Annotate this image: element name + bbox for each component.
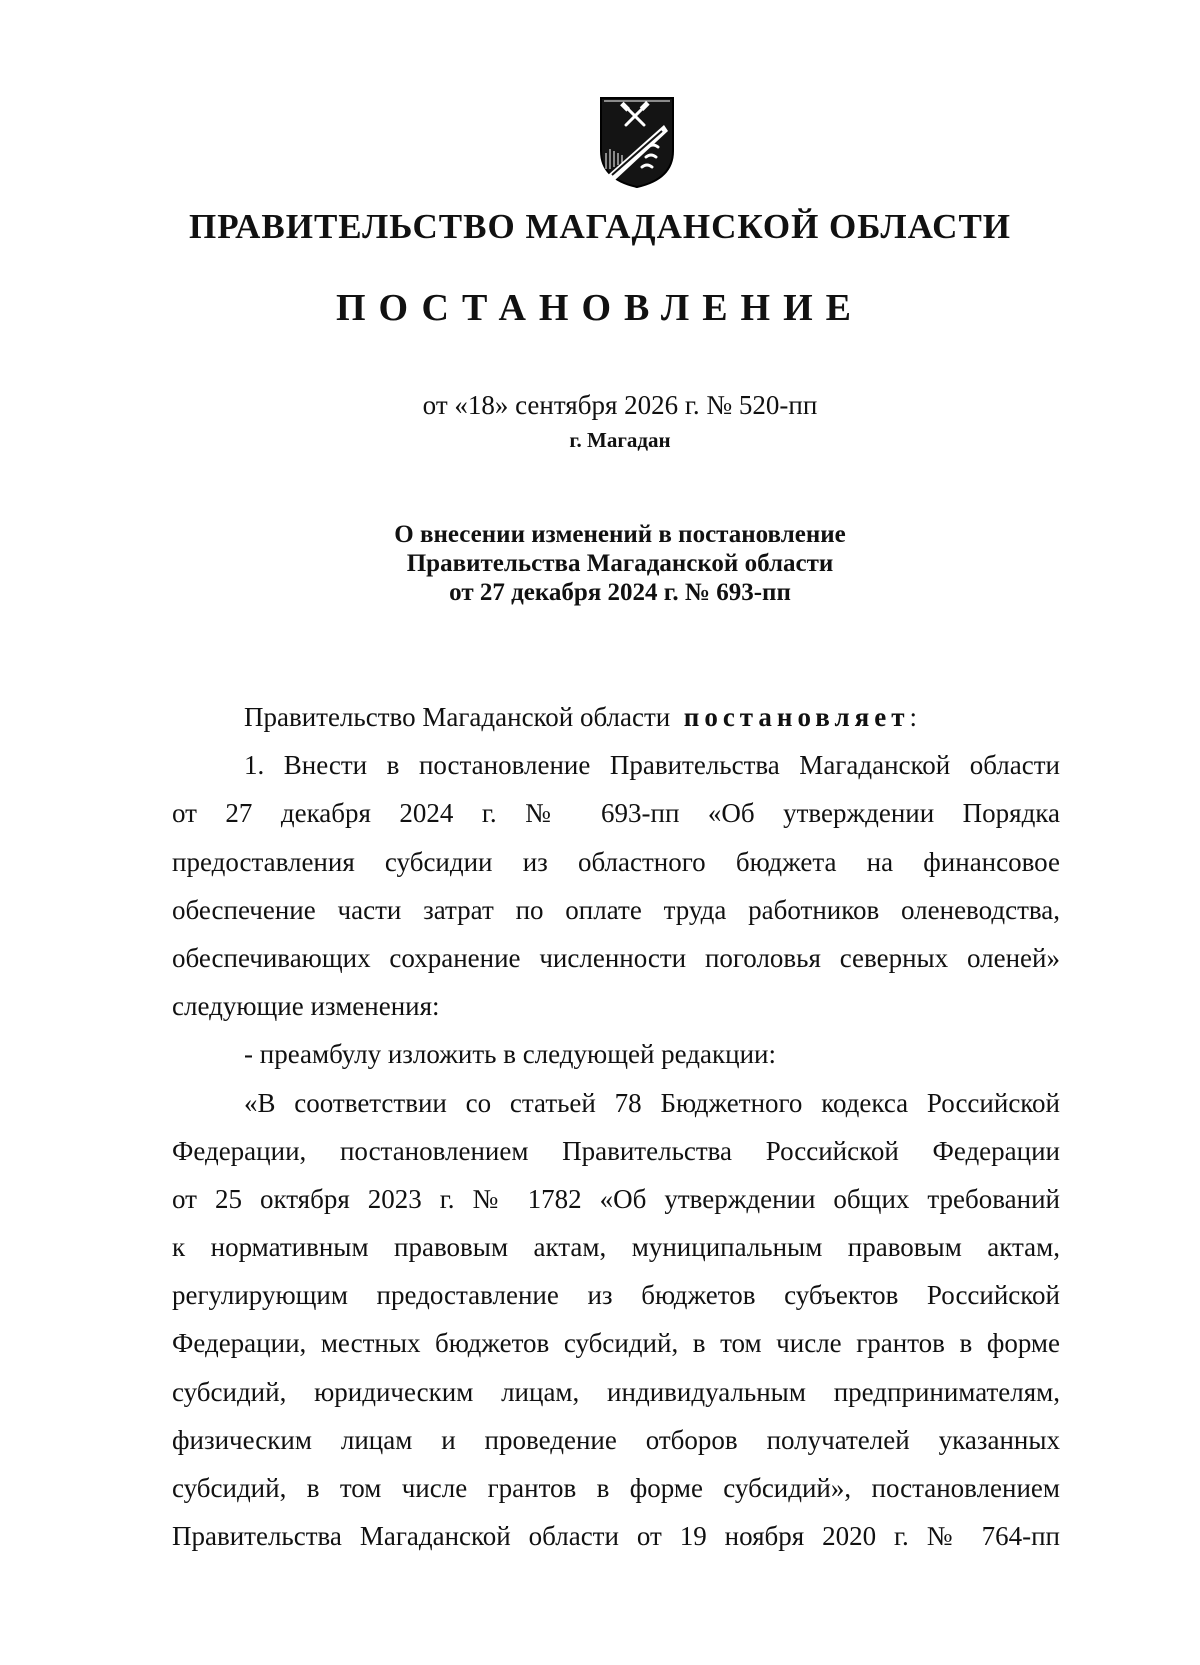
quote-line: субсидий, в том числе грантов в форме субсидий», постановлением [172,1473,1060,1503]
quote-line: Федерации, местных бюджетов субсидий, в том числе грантов в форме [172,1328,1060,1359]
document-subject [0,520,1200,607]
document-body [172,693,1060,1560]
decree-word: постановляет [683,702,910,732]
preamble-text: Правительство Магаданской области [244,702,671,732]
quote-line: от 25 октября 2023 г. № 1782 «Об утверждении общих требований [172,1183,1060,1214]
quote-line: «В соответствии со статьей 78 Бюджетного кодекса Российской [244,1087,1060,1118]
subject-line: О внесении изменений в постановление [394,521,846,548]
decree-colon: : [909,702,918,732]
quote-line: Правительства Магаданской области от 19 ноября 2020 г. № 764-пп [172,1521,1060,1552]
quote-line: регулирующим предоставление из бюджетов субъектов Российской [172,1280,1060,1311]
item1-line: предоставления субсидии из областного бюджета на финансовое [172,846,1060,877]
item1-line: обеспечение части затрат по оплате труда работников оленеводства, [172,894,1060,925]
change-line: - преамбулу изложить в следующей редакции: [244,1039,776,1070]
item1-line: следующие изменения: [172,991,440,1022]
item1-line: от 27 декабря 2024 г. № 693-пп «Об утверждении Порядка [172,798,1060,829]
preamble-line [172,693,1060,741]
document-type: ПОСТАНОВЛЕНИЕ [335,287,865,329]
magadan-coat-of-arms-icon [598,95,676,190]
item1-line: 1. Внести в постановление Правительства Магаданской области [244,750,1060,781]
quote-line: к нормативным правовым актам, муниципальным правовым актам, [172,1232,1060,1263]
item1-line: обеспечивающих сохранение численности поголовья северных оленей» [172,942,1060,973]
subject-line: от 27 декабря 2024 г. № 693-пп [449,579,791,606]
quote-line: Федерации, постановлением Правительства Российской Федерации [172,1135,1060,1166]
subject-line: Правительства Магаданской области [406,550,834,577]
quote-line: физическим лицам и проведение отборов получателей указанных [172,1424,1060,1455]
document-date-number: от «18» сентября 2026 г. № 520-пп [422,390,818,420]
document-city: г. Магадан [569,428,671,452]
government-title: ПРАВИТЕЛЬСТВО МАГАДАНСКОЙ ОБЛАСТИ [188,207,1012,246]
quote-line: субсидий, юридическим лицам, индивидуальным предпринимателям, [172,1376,1060,1407]
